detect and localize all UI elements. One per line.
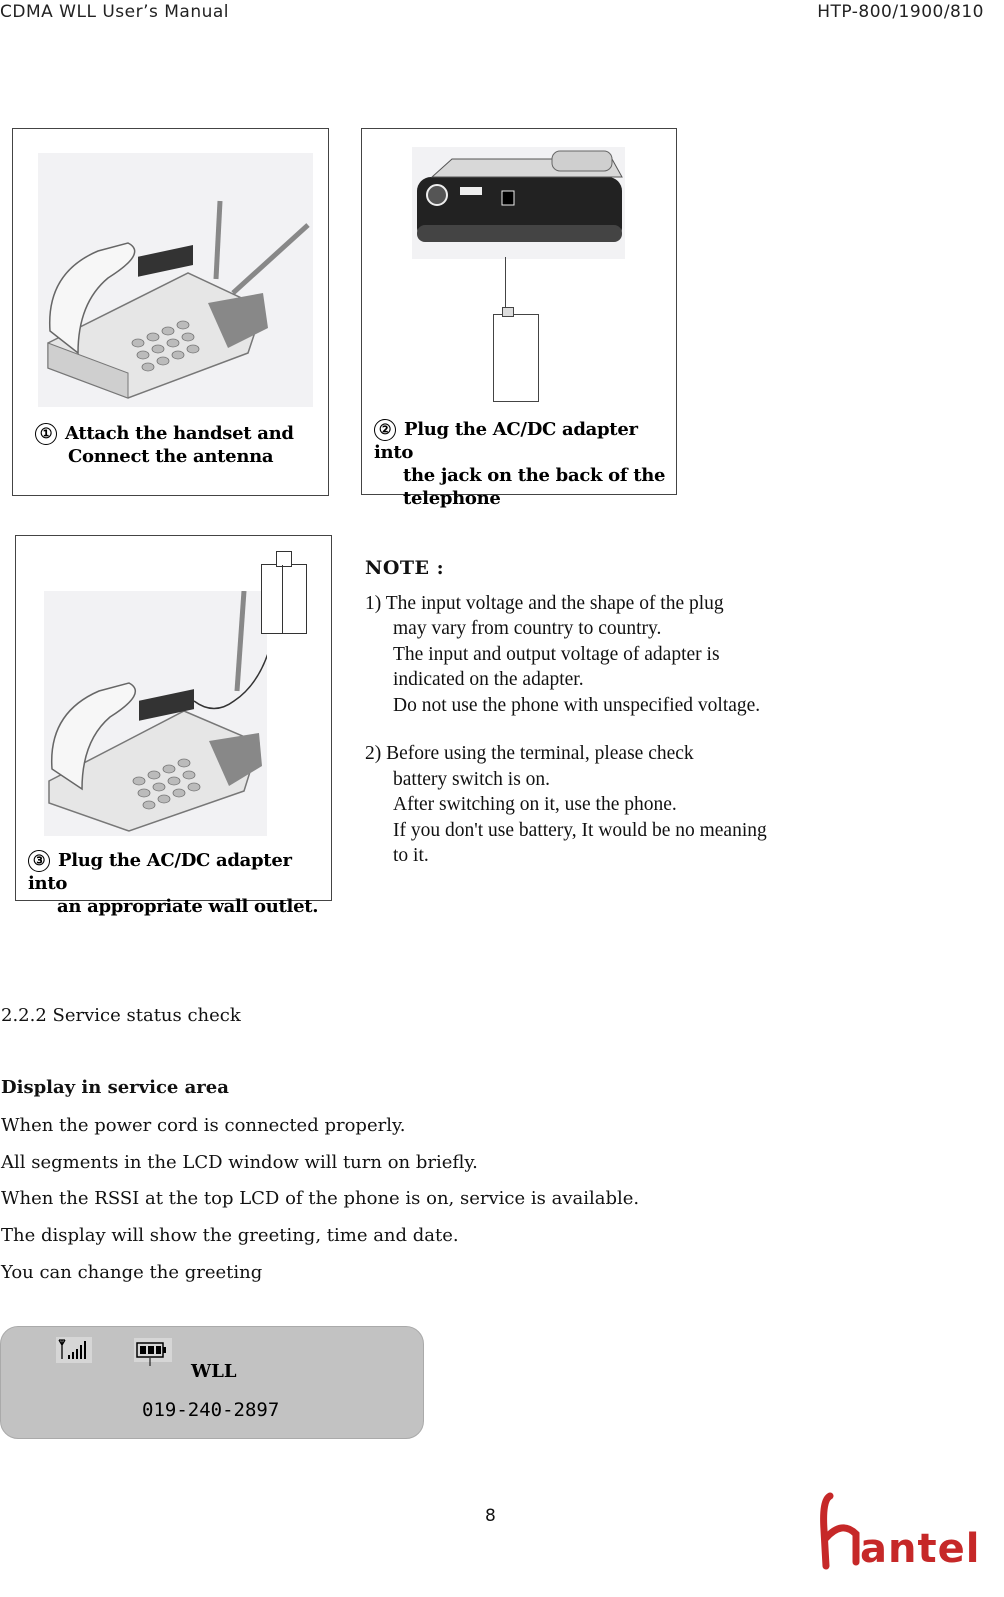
battery-icon (134, 1338, 174, 1366)
step1-caption: ① Attach the handset and Connect the antenna (35, 422, 294, 468)
wall-adapter-illustration (261, 564, 307, 634)
svg-text:antel: antel (860, 1526, 981, 1570)
paragraph-line: All segments in the LCD window will turn on briefly. (1, 1152, 478, 1173)
paragraph-line: You can change the greeting (1, 1262, 263, 1283)
phone-back-illustration (412, 147, 625, 259)
phone-adapter-illustration (44, 591, 267, 836)
paragraph-line: The display will show the greeting, time and date. (1, 1225, 459, 1246)
signal-strength-icon (56, 1337, 92, 1363)
lcd-greeting: WLL (191, 1361, 237, 1382)
step3-number: ③ (28, 850, 50, 872)
note-line: After switching on it, use the phone. (393, 794, 677, 815)
note-line: Do not use the phone with unspecified voltage. (393, 694, 761, 716)
figure-step3 (15, 535, 332, 917)
step1-number: ① (35, 423, 57, 445)
section-subheading: Display in service area (1, 1077, 229, 1098)
header-model: HTP-800/1900/810 (817, 2, 984, 22)
step2-caption: ② Plug the AC/DC adapter into the jack on the back of the telephone (374, 419, 666, 509)
note-block (365, 556, 835, 869)
lcd-display (0, 1326, 424, 1439)
note-title: NOTE : (365, 557, 445, 579)
page-number: 8 (485, 1506, 496, 1526)
note-line: The input and output voltage of adapter is (393, 643, 720, 665)
note-line: battery switch is on. (393, 768, 551, 790)
paragraph-line: When the RSSI at the top LCD of the phone is on, service is available. (1, 1188, 640, 1209)
section-heading: 2.2.2 Service status check (1, 1005, 241, 1026)
hantel-logo (812, 1490, 992, 1570)
adapter-plug-illustration (493, 314, 539, 402)
paragraph-line: When the power cord is connected properly. (1, 1115, 406, 1136)
note-line: indicated on the adapter. (393, 669, 584, 690)
step3-caption: ③ Plug the AC/DC adapter into an appropriate wall outlet. (28, 850, 319, 917)
connector-line (505, 257, 506, 307)
note-line: to it. (393, 845, 429, 866)
phone-antenna-illustration (38, 153, 313, 407)
note-line: If you don't use battery, It would be no meaning (393, 819, 767, 841)
header-title: CDMA WLL User’s Manual (0, 2, 230, 22)
lcd-phone-number: 019-240-2897 (142, 1399, 280, 1421)
figure-step2 (361, 128, 677, 509)
figure-step1 (12, 128, 329, 496)
note-line: 1) The input voltage and the shape of the plug (365, 592, 724, 614)
note-line: 2) Before using the terminal, please check (365, 743, 694, 764)
note-line: may vary from country to country. (393, 618, 662, 639)
step2-number: ② (374, 419, 396, 441)
